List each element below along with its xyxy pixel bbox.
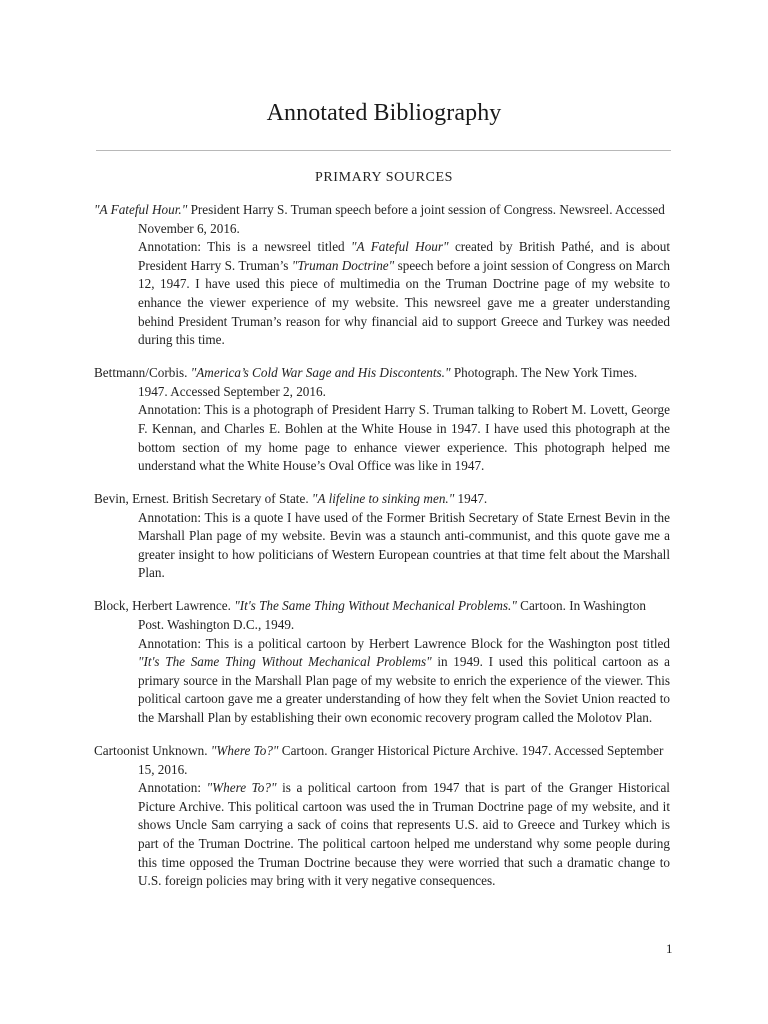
entry-annotation bbox=[94, 238, 670, 350]
citation-details: President Harry S. Truman speech before a joint session of Congress. Newsreel. Accessed November 6, 2016. bbox=[138, 202, 665, 236]
annotation-quoted-title: "It's The Same Thing Without Mechanical Problems" bbox=[138, 654, 432, 670]
entry-annotation bbox=[94, 509, 670, 583]
citation-title: "Where To?" bbox=[210, 743, 279, 758]
citation-details: 1947. bbox=[454, 491, 488, 507]
bibliography-list bbox=[94, 201, 670, 905]
annotation-text: Annotation: This is a quote I have used of the Former British Secretary of State Ernest Bevin in the Marshall Plan page of my website. Bevin was a staunch anti-communist, and this quote gave me a greater insight to how politicians of Western European countries at that time felt about the Marshall Plan. bbox=[138, 509, 670, 581]
entry-citation bbox=[94, 364, 670, 401]
document-title: Annotated Bibliography bbox=[266, 100, 502, 126]
entry-citation bbox=[94, 742, 670, 779]
bibliography-entry bbox=[94, 490, 670, 583]
bibliography-entry bbox=[94, 597, 670, 727]
annotation-quoted-title: "Where To?" bbox=[206, 780, 277, 796]
entry-citation bbox=[94, 597, 670, 634]
citation-author: Bettmann/Corbis. bbox=[94, 365, 191, 381]
bibliography-entry bbox=[94, 201, 670, 350]
citation-details: Cartoon. Granger Historical Picture Archive. 1947. Accessed September 15, 2016. bbox=[138, 743, 664, 777]
bibliography-entry bbox=[94, 742, 670, 891]
citation-title: "It's The Same Thing Without Mechanical Problems." bbox=[234, 598, 517, 614]
annotation-text: speech before a joint session of Congress on March 12, 1947. I have used this piece of multimedia on the Truman Doctrine page of my website to enhance the viewer experience of my website. This newsreel gave me a greater understanding behind President Truman’s reason for why financial aid to support Greece and Turkey was needed during this time. bbox=[138, 257, 671, 348]
entry-citation bbox=[94, 201, 670, 238]
entry-annotation bbox=[94, 401, 670, 475]
entry-citation bbox=[94, 490, 670, 509]
page-number: 1 bbox=[666, 941, 673, 956]
annotation-text: is a political cartoon from 1947 that is part of the Granger Historical Picture Archive. This political cartoon was used the in Truman Doctrine page of my website, and it shows Uncle Sam carrying a sack of coins that represents U.S. aid to Greece and Turkey which is part of the Truman Doctrine. The political cartoon helped me understand why some people during this time opposed the Truman Doctrine because they were worried that such a dramatic change to U.S. foreign policies may bring with it very negative consequences. bbox=[138, 780, 670, 889]
citation-title: "A lifeline to sinking men." bbox=[311, 491, 455, 507]
citation-author: Bevin, Ernest. British Secretary of State. bbox=[94, 491, 312, 507]
citation-title: "America’s Cold War Sage and His Discontents." bbox=[190, 365, 451, 381]
section-heading: PRIMARY SOURCES bbox=[314, 170, 454, 185]
citation-author: Cartoonist Unknown. bbox=[94, 743, 211, 758]
annotation-text: in 1949. I used this political cartoon as a primary source in the Marshall Plan page of my website to enrich the experience of the viewer. This political cartoon gave me a greater understanding of how they felt when the Soviet Union reacted to the Marshall Plan by establishing their own economic recovery program called the Molotov Plan. bbox=[138, 654, 670, 726]
bibliography-entry bbox=[94, 364, 670, 476]
citation-title: "A Fateful Hour." bbox=[94, 202, 188, 217]
annotation-text: Annotation: This is a photograph of President Harry S. Truman talking to Robert M. Lovett, George F. Kennan, and Charles E. Bohlen at the White House in 1947. I have used this photograph at the bottom section of my home page to enhance viewer experience. This photograph helped me understand what the White House’s Oval Office was like in 1947. bbox=[138, 402, 670, 474]
annotation-quoted-title: "Truman Doctrine" bbox=[291, 257, 395, 273]
citation-details: Cartoon. In Washington Post. Washington D.C., 1949. bbox=[138, 598, 646, 633]
citation-author: Block, Herbert Lawrence. bbox=[94, 598, 235, 614]
citation-details: Photograph. The New York Times. 1947. Accessed September 2, 2016. bbox=[138, 365, 638, 399]
annotation-text: created by British Pathé, and is about President Harry S. Truman’s bbox=[138, 239, 671, 273]
annotation-text: Annotation: This is a newsreel titled bbox=[138, 239, 352, 255]
annotation-text: Annotation: bbox=[138, 780, 207, 796]
annotation-text: Annotation: This is a political cartoon by Herbert Lawrence Block for the Washington post titled bbox=[138, 635, 670, 651]
annotation-quoted-title: "A Fateful Hour" bbox=[351, 239, 449, 255]
entry-annotation bbox=[94, 635, 670, 728]
entry-annotation bbox=[94, 779, 670, 891]
title-divider bbox=[96, 150, 671, 151]
